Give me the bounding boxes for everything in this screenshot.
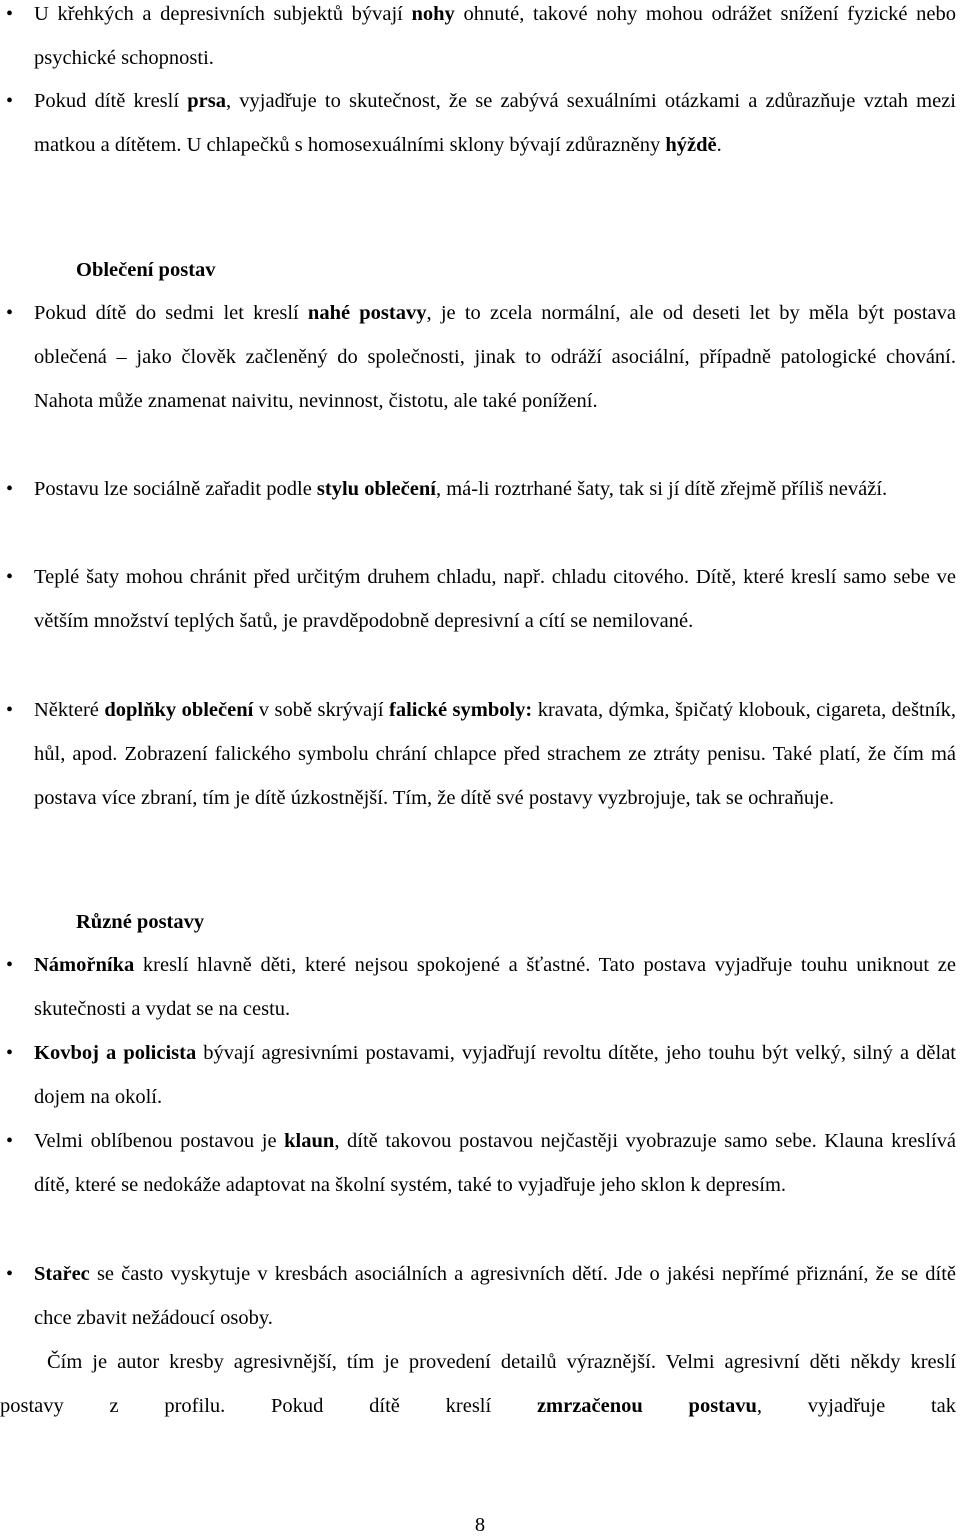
bullet-icon: • <box>6 3 14 25</box>
emphasis-term: nohy <box>411 3 455 25</box>
emphasis-term: Stařec <box>34 1263 90 1285</box>
emphasis-term: falické symboly: <box>389 699 533 721</box>
list-item-text: Některé doplňky oblečení v sobě skrývají falické symboly: kravata, dýmka, špičatý klobouk, cigareta, deštník, hůl, apod. Zobrazení falického symbolu chrání chlapce před strachem ze ztráty penisu. Také platí, že čím má postava více zbraní, tím je dítě úzkostnější. Tím, že dítě své postavy vyzbrojuje, tak se ochraňuje. <box>34 699 957 809</box>
list-item-text: Pokud dítě do sedmi let kreslí nahé postavy, je to zcela normální, ale od deseti let by měla být postava oblečená – jako člověk začleněný do společnosti, jinak to odráží asociální, případně patologické chování. Nahota může znamenat naivitu, nevinnost, čistotu, ale také ponížení. <box>34 302 956 412</box>
bullet-icon: • <box>6 1263 14 1285</box>
section-heading: Různé postavy <box>76 911 205 933</box>
list-item <box>0 688 956 820</box>
bullet-icon: • <box>6 90 14 112</box>
emphasis-term: hýždě <box>665 134 717 156</box>
list-item-text: Pokud dítě kreslí prsa, vyjadřuje to skutečnost, že se zabývá sexuálními otázkami a zdůrazňuje vztah mezi matkou a dítětem. U chlapečků s homosexuálními sklony bývají zdůrazněny hýždě. <box>34 90 957 156</box>
bullet-icon: • <box>6 302 14 324</box>
bullet-icon: • <box>6 566 14 588</box>
list-item-text: Postavu lze sociálně zařadit podle stylu oblečení, má-li roztrhané šaty, tak si jí dítě zřejmě příliš neváží. <box>34 478 888 500</box>
page-number: 8 <box>474 1514 486 1536</box>
emphasis-term: doplňky oblečení <box>104 699 254 721</box>
bullet-icon: • <box>6 699 14 721</box>
emphasis-term: klaun <box>284 1130 335 1152</box>
bullet-icon: • <box>6 954 14 976</box>
list-item <box>0 555 956 643</box>
list-item <box>0 943 956 1031</box>
bullet-icon: • <box>6 478 14 500</box>
list-item <box>0 1252 956 1340</box>
emphasis-term: nahé postavy <box>307 302 427 324</box>
emphasis-term: stylu oblečení <box>316 478 436 500</box>
list-item <box>0 1031 956 1119</box>
list-item <box>0 1119 956 1207</box>
section-heading: Oblečení postav <box>76 259 216 281</box>
list-item <box>0 79 956 167</box>
emphasis-term: prsa <box>187 90 226 112</box>
list-item-text: U křehkých a depresivních subjektů bývají nohy ohnuté, takové nohy mohou odrážet snížení fyzické nebo psychické schopnosti. <box>34 3 956 69</box>
list-item <box>0 467 956 511</box>
emphasis-term: zmrzačenou postavu <box>536 1395 757 1417</box>
list-item <box>0 0 956 80</box>
bullet-icon: • <box>6 1042 14 1064</box>
bullet-icon: • <box>6 1130 14 1152</box>
emphasis-term: Námořníka <box>34 954 135 976</box>
list-item-text: Velmi oblíbenou postavou je klaun, dítě takovou postavou nejčastěji vyobrazuje samo sebe. Klauna kreslívá dítě, které se nedokáže adaptovat na školní systém, také to vyjadřuje jeho sklon k depresím. <box>34 1130 956 1196</box>
list-item-text: Kovboj a policista bývají agresivními postavami, vyjadřují revoltu dítěte, jeho touhu být velký, silný a dělat dojem na okolí. <box>34 1042 956 1108</box>
list-item <box>0 291 956 423</box>
list-item-text: Stařec se často vyskytuje v kresbách asociálních a agresivních dětí. Jde o jakési nepřímé přiznání, že se dítě chce zbavit nežádoucí osoby. <box>34 1263 956 1329</box>
body-paragraph: Čím je autor kresby agresivnější, tím je provedení detailů výraznější. Velmi agresivní děti někdy kreslí postavy z profilu. Pokud dítě kreslí zmrzačenou postavu, vyjadřuje tak <box>0 1351 956 1417</box>
emphasis-term: Kovboj a policista <box>34 1042 197 1064</box>
list-item-text: Teplé šaty mohou chránit před určitým druhem chladu, např. chladu citového. Dítě, které kreslí samo sebe ve větším množství teplých šatů, je pravděpodobně depresivní a cítí se nemilované. <box>34 566 956 632</box>
list-item-text: Námořníka kreslí hlavně děti, které nejsou spokojené a šťastné. Tato postava vyjadřuje touhu uniknout ze skutečnosti a vydat se na cestu. <box>34 954 956 1020</box>
